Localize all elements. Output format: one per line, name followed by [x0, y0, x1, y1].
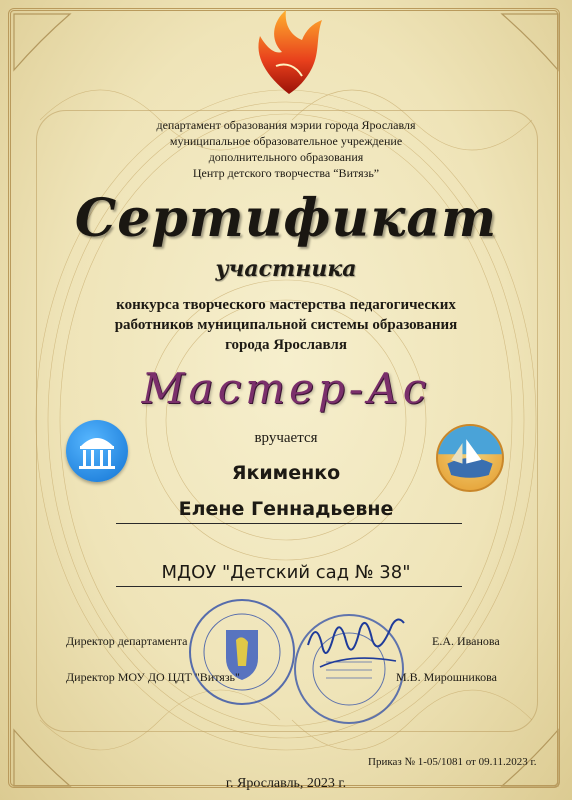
awarded-label: вручается: [254, 430, 318, 446]
city-year: г. Ярославль, 2023 г.: [225, 776, 347, 791]
order-number: Приказ № 1-05/1081 от 09.11.2023 г.: [368, 756, 537, 768]
recipient-organization: МДОУ "Детский сад № 38": [161, 562, 411, 583]
department-seal-icon: [186, 596, 298, 708]
organization-underline: [116, 586, 462, 587]
recipient-surname: Якименко: [231, 462, 341, 484]
contest-line-3: города Ярославля: [225, 337, 347, 353]
contest-line-1: конкурса творческого мастерства педагогических: [116, 297, 456, 313]
dept-director-title: Директор департамента: [66, 634, 188, 648]
certificate-subtitle: участника: [215, 256, 357, 282]
center-director-title: Директор МОУ ДО ЦДТ "Витязь": [66, 670, 240, 684]
signature-icon: [300, 605, 410, 685]
contest-line-2: работников муниципальной системы образования: [114, 317, 458, 333]
contest-brand: Мастер-Ас: [141, 364, 431, 413]
recipient-given-names: Елене Геннадьевне: [178, 498, 394, 520]
certificate-title: Сертификат: [74, 188, 498, 249]
name-underline: [116, 523, 462, 524]
org-line-1: департамент образования мэрии города Ярославля: [156, 118, 416, 132]
center-director-name: М.В. Мирошникова: [396, 670, 497, 684]
org-line-3: дополнительного образования: [208, 150, 364, 164]
org-line-2: муниципальное образовательное учреждение: [169, 134, 403, 148]
phoenix-logo-icon: [246, 6, 332, 98]
dept-director-name: Е.А. Иванова: [432, 634, 500, 648]
org-line-4: Центр детского творчества “Витязь”: [192, 166, 380, 180]
